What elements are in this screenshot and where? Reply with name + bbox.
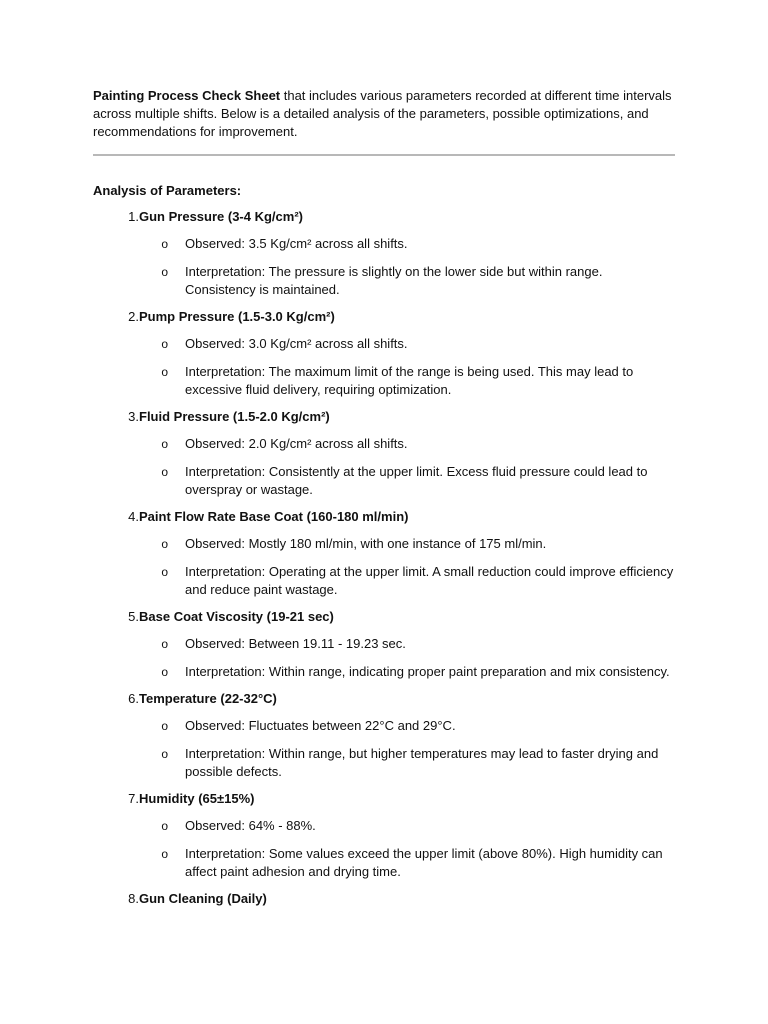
sub-list-item: [93, 263, 675, 299]
item-number: 2.: [128, 309, 139, 324]
observed-text: Observed: 3.5 Kg/cm² across all shifts.: [185, 236, 408, 251]
interpretation-text: Interpretation: Within range, indicating proper paint preparation and mix consistency.: [185, 664, 670, 679]
item-heading: [93, 608, 675, 626]
list-item: [93, 690, 675, 781]
sub-list: [93, 335, 675, 399]
sub-list-item: [93, 535, 675, 553]
intro-text: that includes various parameters recorded at different time intervals across multiple shifts. Below is a detailed analysis of the parameters, possible optimizations, and recommendations for improvement.: [93, 88, 672, 139]
item-title: Paint Flow Rate Base Coat (160-180 ml/min): [139, 509, 409, 524]
item-title: Gun Cleaning (Daily): [139, 891, 267, 906]
sub-list-item: [93, 363, 675, 399]
item-heading: [93, 408, 675, 426]
item-title: Base Coat Viscosity (19-21 sec): [139, 609, 334, 624]
sub-list: [93, 235, 675, 299]
bullet-icon: o: [161, 265, 168, 279]
sub-list-item: [93, 335, 675, 353]
item-number: 7.: [128, 791, 139, 806]
bullet-icon: o: [161, 819, 168, 833]
sub-list: [93, 717, 675, 781]
item-number: 8.: [128, 891, 139, 906]
bullet-icon: o: [161, 665, 168, 679]
bullet-icon: o: [161, 847, 168, 861]
observed-text: Observed: Between 19.11 - 19.23 sec.: [185, 636, 406, 651]
bullet-icon: o: [161, 637, 168, 651]
sub-list-item: [93, 663, 675, 681]
interpretation-text: Interpretation: Operating at the upper limit. A small reduction could improve efficiency and reduce paint wastage.: [185, 564, 674, 597]
bullet-icon: o: [161, 565, 168, 579]
list-item: [93, 508, 675, 599]
sub-list: [93, 535, 675, 599]
interpretation-text: Interpretation: Within range, but higher temperatures may lead to faster drying and possible defects.: [185, 746, 659, 779]
sub-list-item: [93, 463, 675, 499]
sub-list-item: [93, 745, 675, 781]
item-heading: [93, 690, 675, 708]
interpretation-text: Interpretation: Some values exceed the upper limit (above 80%). High humidity can affect paint adhesion and drying time.: [185, 846, 663, 879]
sub-list-item: [93, 845, 675, 881]
item-title: Temperature (22-32°C): [139, 691, 277, 706]
bullet-icon: o: [161, 365, 168, 379]
item-number: 5.: [128, 609, 139, 624]
interpretation-text: Interpretation: Consistently at the upper limit. Excess fluid pressure could lead to overspray or wastage.: [185, 464, 648, 497]
interpretation-text: Interpretation: The maximum limit of the range is being used. This may lead to excessive fluid delivery, requiring optimization.: [185, 364, 634, 397]
bullet-icon: o: [161, 437, 168, 451]
sub-list: [93, 635, 675, 681]
sub-list-item: [93, 817, 675, 835]
item-number: 4.: [128, 509, 139, 524]
item-heading: [93, 308, 675, 326]
observed-text: Observed: 2.0 Kg/cm² across all shifts.: [185, 436, 408, 451]
observed-text: Observed: Fluctuates between 22°C and 29°C.: [185, 718, 456, 733]
bullet-icon: o: [161, 337, 168, 351]
item-heading: [93, 208, 675, 226]
intro-bold-title: Painting Process Check Sheet: [93, 88, 281, 103]
list-item: [93, 890, 675, 908]
bullet-icon: o: [161, 465, 168, 479]
parameter-list: [93, 208, 675, 908]
list-item: [93, 308, 675, 399]
observed-text: Observed: Mostly 180 ml/min, with one instance of 175 ml/min.: [185, 536, 547, 551]
list-item: [93, 608, 675, 681]
observed-text: Observed: 3.0 Kg/cm² across all shifts.: [185, 336, 408, 351]
observed-text: Observed: 64% - 88%.: [185, 818, 316, 833]
list-item: [93, 208, 675, 299]
list-item: [93, 790, 675, 881]
item-number: 1.: [128, 209, 139, 224]
item-number: 6.: [128, 691, 139, 706]
item-title: Gun Pressure (3-4 Kg/cm²): [139, 209, 303, 224]
sub-list-item: [93, 717, 675, 735]
sub-list-item: [93, 435, 675, 453]
item-title: Pump Pressure (1.5-3.0 Kg/cm²): [139, 309, 335, 324]
item-heading: [93, 790, 675, 808]
sub-list: [93, 435, 675, 499]
item-heading: [93, 890, 675, 908]
bullet-icon: o: [161, 237, 168, 251]
document-page: [93, 87, 675, 917]
sub-list-item: [93, 235, 675, 253]
horizontal-divider: [93, 154, 675, 156]
item-title: Humidity (65±15%): [139, 791, 255, 806]
list-item: [93, 408, 675, 499]
bullet-icon: o: [161, 719, 168, 733]
bullet-icon: o: [161, 537, 168, 551]
section-title: Analysis of Parameters:: [93, 183, 242, 198]
sub-list: [93, 817, 675, 881]
sub-list-item: [93, 635, 675, 653]
intro-paragraph: [93, 87, 675, 141]
interpretation-text: Interpretation: The pressure is slightly on the lower side but within range. Consistency is maintained.: [185, 264, 603, 297]
item-heading: [93, 508, 675, 526]
bullet-icon: o: [161, 747, 168, 761]
sub-list-item: [93, 563, 675, 599]
item-title: Fluid Pressure (1.5-2.0 Kg/cm²): [139, 409, 330, 424]
item-number: 3.: [128, 409, 139, 424]
